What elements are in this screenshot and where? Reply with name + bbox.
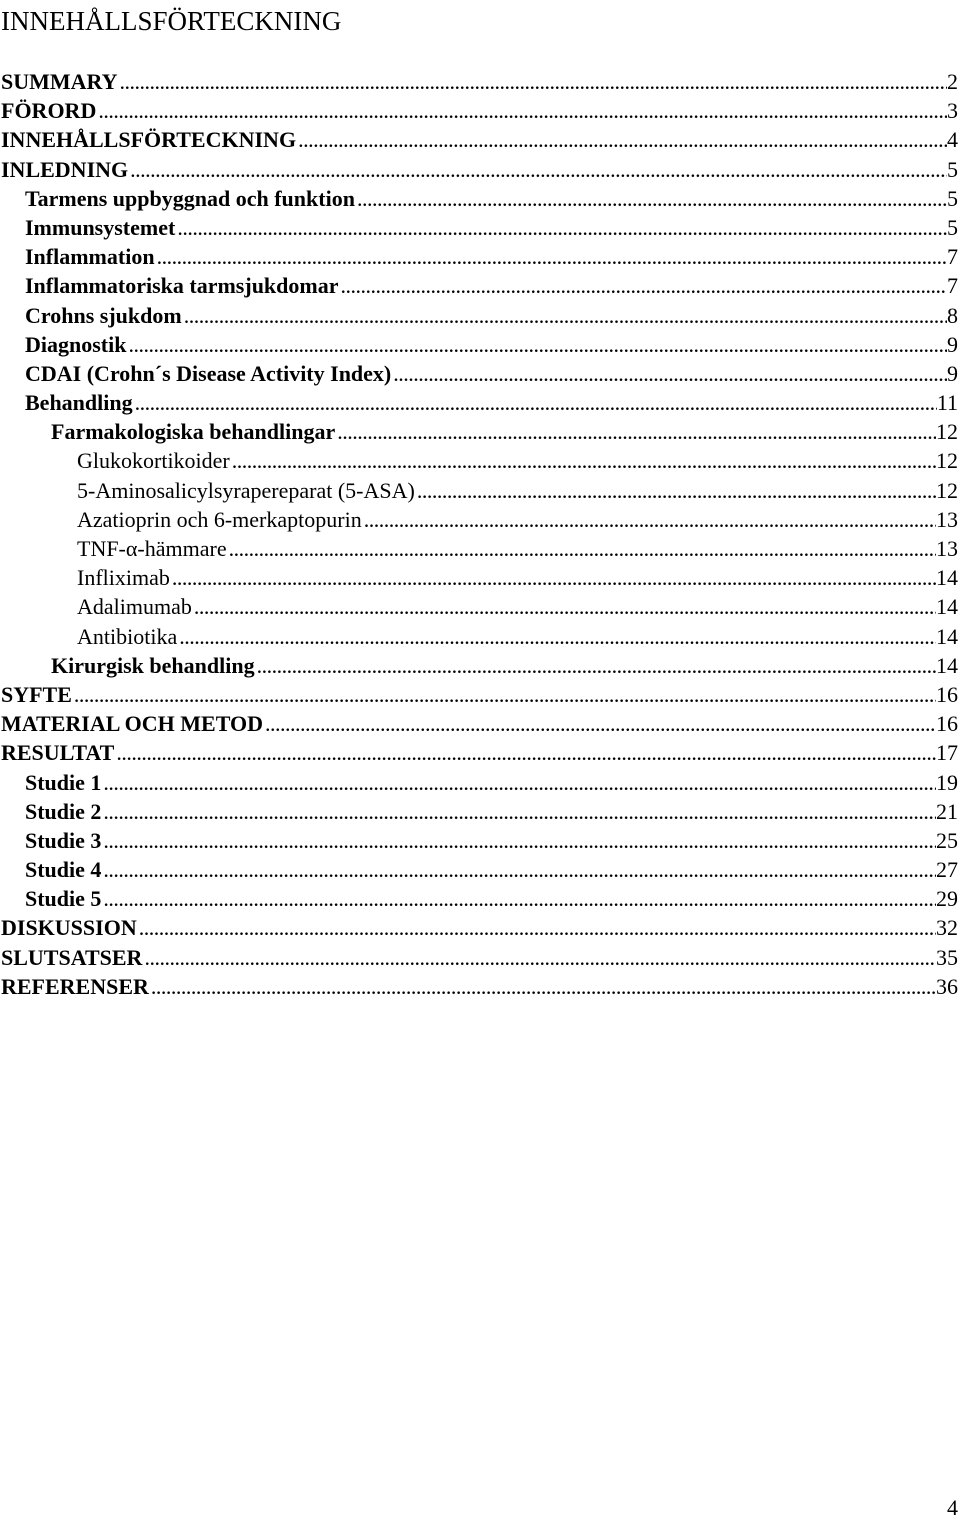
toc-entry-title: INLEDNING [1,156,129,182]
toc-entry-page: 2 [947,69,958,94]
toc-entry-title: Kirurgisk behandling [51,652,255,678]
toc-entry-page: 25 [936,827,958,853]
toc-entry-page: 7 [947,273,958,299]
toc-dot-leader [335,417,936,446]
toc-entry-studie-5[interactable] [0,884,960,913]
toc-entry-page: 16 [936,711,958,737]
toc-entry-inledning[interactable] [0,155,960,184]
toc-entry-title: DISKUSSION [1,915,137,941]
toc-entry-page: 5 [947,156,958,182]
toc-dot-leader [415,476,936,505]
toc-entry-page: 14 [936,652,958,678]
toc-entry-page: 14 [936,565,958,591]
toc-entry-title: CDAI (Crohn´s Disease Activity Index) [25,360,392,386]
toc-entry-page: 5 [947,185,958,211]
toc-dot-leader [255,651,936,680]
toc-dot-leader [96,96,947,125]
toc-entry-title: TNF-α-hämmare [77,536,227,561]
toc-dot-leader [72,680,936,709]
toc-entry-title: SLUTSATSER [1,944,143,970]
toc-entry-title: Tarmens uppbyggnad och funktion [25,185,355,211]
toc-dot-leader [175,213,947,242]
toc-entry-page: 29 [936,886,958,912]
toc-dot-leader [227,534,936,563]
toc-entry-studie-2[interactable] [0,797,960,826]
toc-entry-crohns-sjukdom[interactable] [0,301,960,330]
toc-entry-title: MATERIAL OCH METOD [1,711,263,737]
toc-dot-leader [296,125,947,154]
toc-entry-tnf-alfa-hammare[interactable] [0,534,960,563]
toc-entry-title: REFERENSER [1,973,149,999]
page-number: 4 [947,1495,958,1520]
toc-dot-leader [355,184,947,213]
toc-entry-title: Infliximab [77,565,170,591]
toc-entry-antibiotika[interactable] [0,622,960,651]
toc-entry-title: Diagnostik [25,331,127,357]
toc-entry-title: Immunsystemet [25,214,176,240]
toc-dot-leader [142,943,936,972]
toc-dot-leader [230,446,936,475]
toc-entry-page: 36 [936,973,958,999]
toc-entry-page: 21 [936,798,958,824]
toc-entry-title: SUMMARY [1,69,118,94]
toc-entry-page: 14 [936,594,958,620]
toc-entry-page: 12 [936,448,958,474]
toc-dot-leader [118,67,947,96]
toc-entry-page: 19 [936,769,958,795]
toc-entry-page: 12 [936,477,958,503]
toc-entry-title: Studie 3 [25,827,102,853]
toc-dot-leader [391,359,947,388]
toc-entry-page: 3 [947,98,958,124]
toc-entry-page: 9 [947,360,958,386]
toc-dot-leader [101,797,936,826]
toc-entry-cdai[interactable] [0,359,960,388]
toc-dot-leader [182,301,947,330]
toc-entry-title: Glukokortikoider [77,448,230,474]
toc-entry-behandling[interactable] [0,388,960,417]
toc-entry-page: 5 [947,214,958,240]
toc-entry-resultat[interactable] [0,738,960,767]
toc-entry-diagnostik[interactable] [0,330,960,359]
toc-dot-leader [126,330,947,359]
toc-entry-studie-1[interactable] [0,768,960,797]
toc-dot-leader [101,768,936,797]
toc-entry-page: 32 [936,915,958,941]
toc-dot-leader [101,826,936,855]
toc-entry-page: 13 [936,506,958,532]
toc-entry-title: Studie 1 [25,769,102,795]
toc-entry-title: Crohns sjukdom [25,302,182,328]
toc-entry-page: 17 [936,740,958,766]
toc-entry-title: INNEHÅLLSFÖRTECKNING [1,127,297,153]
toc-entry-title: FÖRORD [1,98,97,124]
toc-entry-glukokortikoider[interactable] [0,446,960,475]
toc-dot-leader [362,505,936,534]
toc-entry-page: 13 [936,536,958,561]
toc-entry-page: 27 [936,857,958,883]
toc-entry-adalimumab[interactable] [0,592,960,621]
toc-entry-5-asa[interactable] [0,476,960,505]
toc-dot-leader [137,913,936,942]
toc-entry-title: Studie 2 [25,798,102,824]
toc-entry-title: Farmakologiska behandlingar [51,419,336,445]
page-title: INNEHÅLLSFÖRTECKNING [1,6,342,36]
toc-entry-forord[interactable] [0,96,960,125]
toc-entry-referenser[interactable] [0,972,960,1001]
toc-entry-inflammation[interactable] [0,242,960,271]
toc-entry-innehallsforteckning[interactable] [0,125,960,154]
toc-entry-page: 35 [936,944,958,970]
toc-entry-diskussion[interactable] [0,913,960,942]
toc-entry-page: 9 [947,331,958,357]
toc-entry-kirurgisk-behandling[interactable] [0,651,960,680]
toc-entry-page: 11 [936,390,958,416]
toc-entry-farmakologiska-behandlingar[interactable] [0,417,960,446]
toc-entry-azatioprin[interactable] [0,505,960,534]
toc-entry-studie-3[interactable] [0,826,960,855]
toc-entry-title: Adalimumab [77,594,192,620]
toc-entry-infliximab[interactable] [0,563,960,592]
toc-entry-page: 14 [936,623,958,649]
toc-entry-title: Behandling [25,390,133,416]
toc-dot-leader [263,709,936,738]
toc-entry-title: 5-Aminosalicylsyrapereparat (5-ASA) [77,477,415,503]
toc-entry-slutsatser[interactable] [0,943,960,972]
toc-entry-title: Antibiotika [77,623,178,649]
toc-entry-title: Inflammation [25,244,155,270]
toc-dot-leader [170,563,936,592]
toc-entry-title: RESULTAT [1,740,115,766]
toc-entry-title: Azatioprin och 6-merkaptopurin [77,506,362,532]
toc-dot-leader [114,738,936,767]
toc-dot-leader [155,242,947,271]
toc-entry-syfte[interactable] [0,680,960,709]
toc-entry-immunsystemet[interactable] [0,213,960,242]
toc-dot-leader [101,855,936,884]
toc-entry-title: SYFTE [1,681,72,707]
table-of-contents [0,67,960,1001]
toc-entry-studie-4[interactable] [0,855,960,884]
toc-dot-leader [192,592,936,621]
toc-entry-page: 7 [947,244,958,270]
toc-entry-page: 16 [936,681,958,707]
toc-dot-leader [149,972,936,1001]
toc-entry-title: Studie 4 [25,857,102,883]
toc-entry-title: Inflammatoriska tarmsjukdomar [25,273,339,299]
toc-entry-page: 4 [947,127,958,153]
toc-entry-summary[interactable] [0,67,960,96]
toc-dot-leader [339,271,948,300]
toc-entry-material-och-metod[interactable] [0,709,960,738]
toc-dot-leader [133,388,937,417]
toc-entry-title: Studie 5 [25,886,102,912]
toc-dot-leader [177,622,936,651]
toc-entry-page: 8 [947,302,958,328]
toc-entry-inflammatoriska-tarmsjukdomar[interactable] [0,271,960,300]
toc-entry-tarmens-uppbyggnad[interactable] [0,184,960,213]
toc-dot-leader [128,155,947,184]
toc-dot-leader [101,884,936,913]
toc-entry-page: 12 [936,419,958,445]
